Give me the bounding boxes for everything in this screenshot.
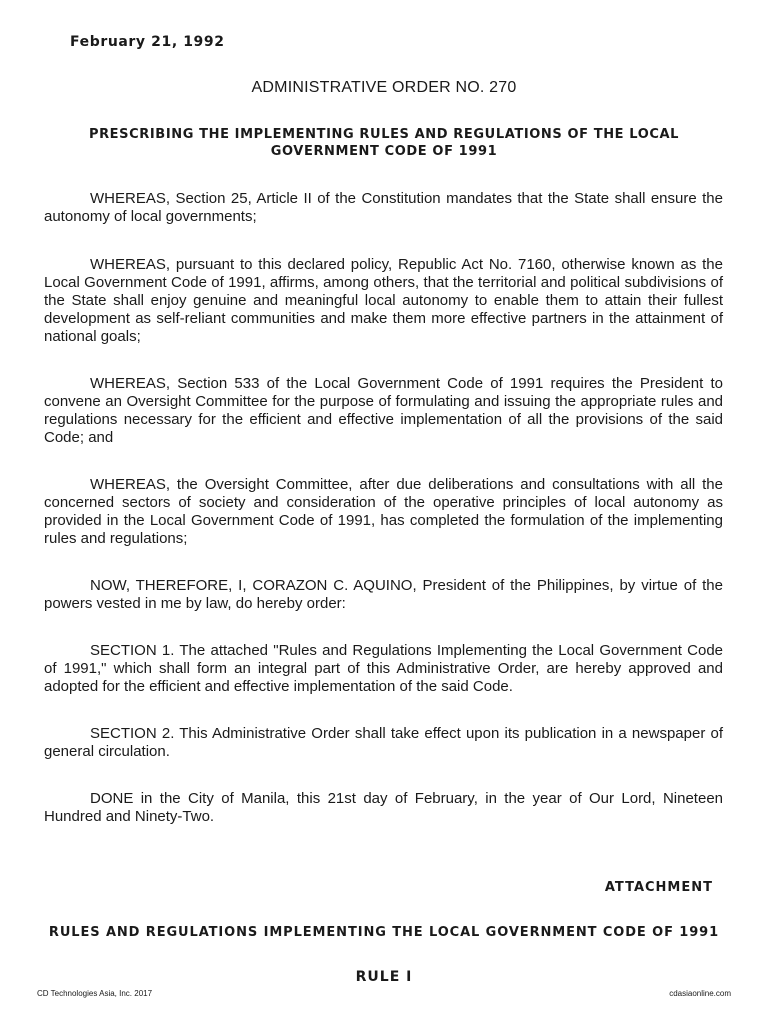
subtitle-line-2: GOVERNMENT CODE OF 1991 [270,144,498,159]
paragraph-whereas-1: WHEREAS, Section 25, Article II of the Constitution mandates that the State shall ensure the autonomy of local governments; [44,190,723,225]
attachment-label: ATTACHMENT [604,880,713,895]
paragraph-now-therefore: NOW, THEREFORE, I, CORAZON C. AQUINO, President of the Philippines, by virtue of the powers vested in me by law, do hereby order: [44,577,723,612]
paragraph-whereas-2: WHEREAS, pursuant to this declared policy, Republic Act No. 7160, otherwise known as the Local Government Code of 1991, affirms, among others, that the territorial and political subdivisions of the State shall enjoy genuine and meaningful local autonomy to enable them to attain their fullest development as self-reliant communities and make them more effective partners in the attainment of national goals; [44,256,723,345]
document-body [44,190,723,855]
paragraph-section-1: SECTION 1. The attached "Rules and Regulations Implementing the Local Government Code of 1991," which shall form an integral part of this Administrative Order, are hereby approved and adopted for the efficient and effective implementation of the said Code. [44,642,723,695]
subtitle-line-1: PRESCRIBING THE IMPLEMENTING RULES AND REGULATIONS OF THE LOCAL [88,127,680,142]
paragraph-done: DONE in the City of Manila, this 21st day of February, in the year of Our Lord, Nineteen Hundred and Ninety-Two. [44,790,723,825]
footer-publisher: CD Technologies Asia, Inc. 2017 [37,989,153,998]
rule-heading: RULE I [355,969,413,985]
paragraph-whereas-4: WHEREAS, the Oversight Committee, after due deliberations and consultations with all the concerned sectors of society and consideration of the operative principles of local autonomy as provided in the Local Government Code of 1991, has completed the formulation of the implementing rules and regulations; [44,476,723,547]
order-title: ADMINISTRATIVE ORDER NO. 270 [251,79,517,96]
document-date: February 21, 1992 [70,34,225,50]
paragraph-section-2: SECTION 2. This Administrative Order shall take effect upon its publication in a newspaper of general circulation. [44,725,723,760]
order-subtitle [70,126,698,160]
rules-title: RULES AND REGULATIONS IMPLEMENTING THE LOCAL GOVERNMENT CODE OF 1991 [48,925,720,940]
paragraph-whereas-3: WHEREAS, Section 533 of the Local Government Code of 1991 requires the President to convene an Oversight Committee for the purpose of formulating and issuing the appropriate rules and regulations necessary for the efficient and effective implementation of all the provisions of the said Code; and [44,375,723,446]
footer-website: cdasiaonline.com [669,989,731,998]
